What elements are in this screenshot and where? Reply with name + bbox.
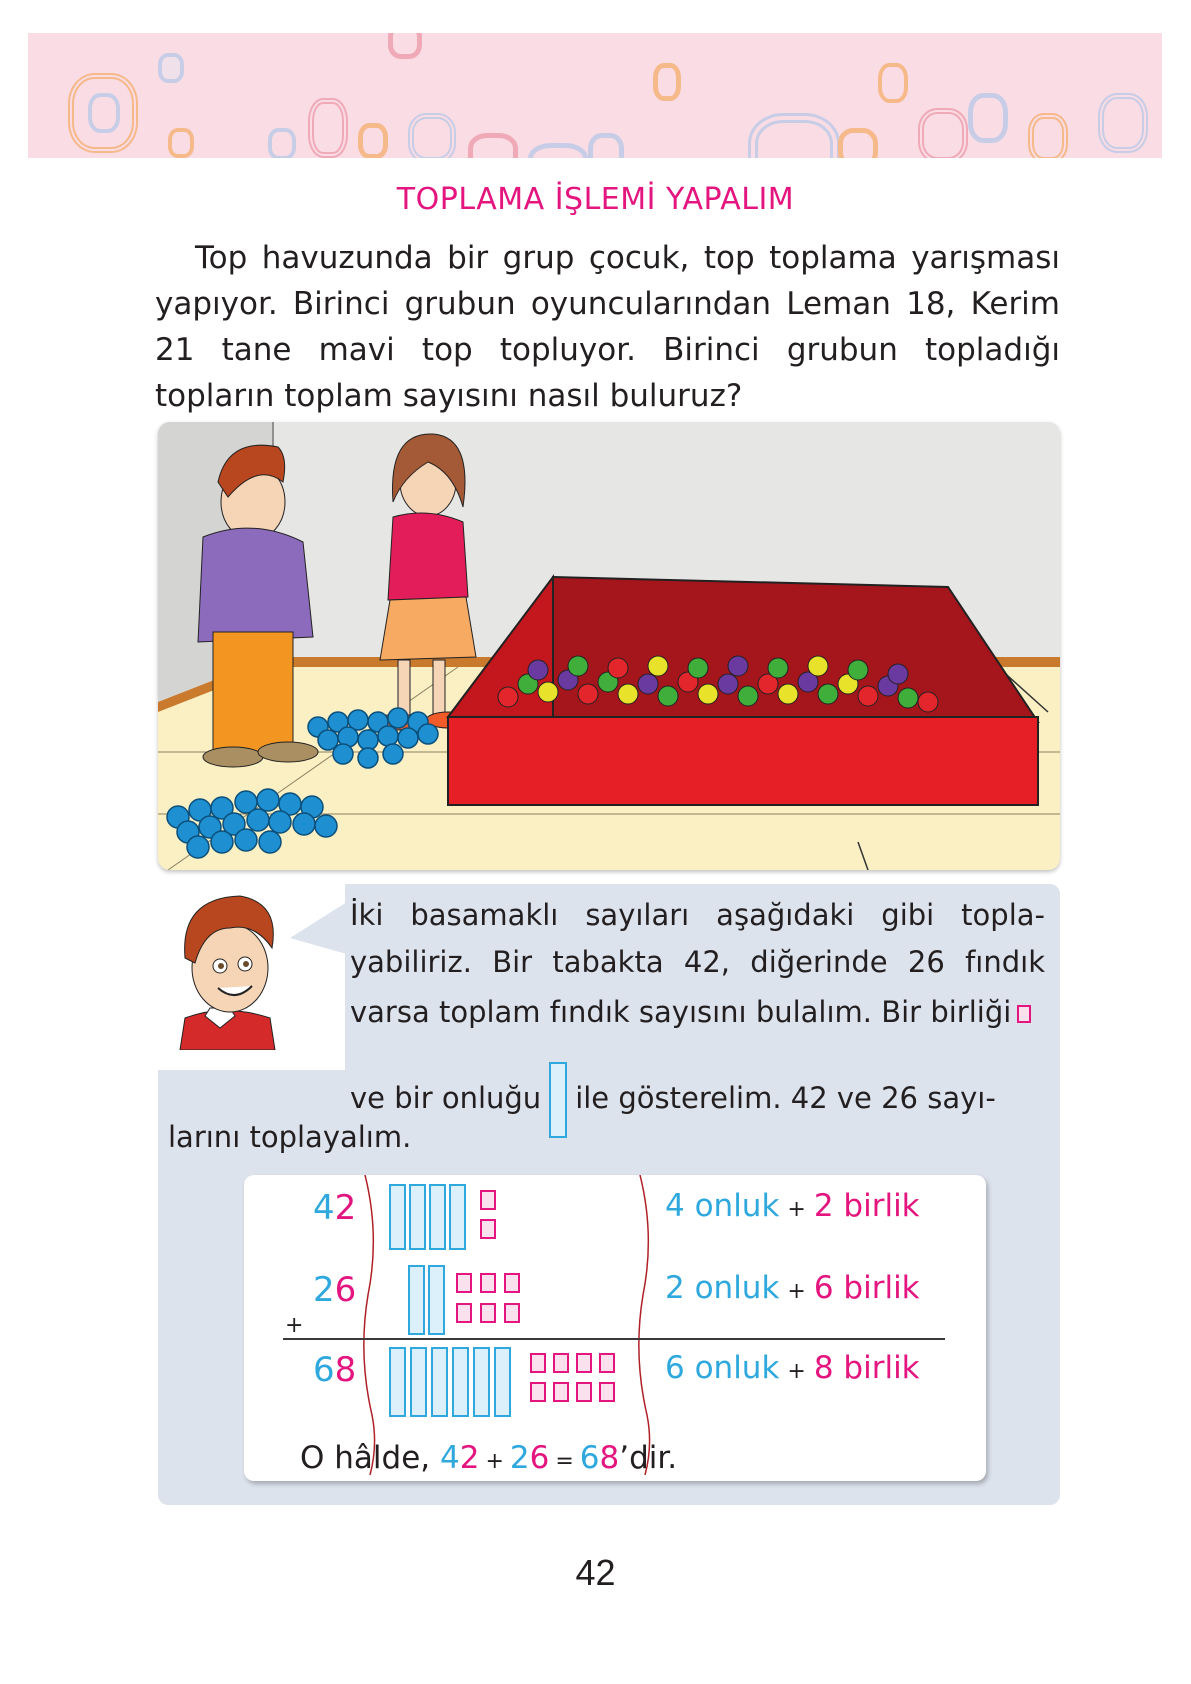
- boy-portrait: [160, 888, 290, 1050]
- ten-rod: [429, 1184, 446, 1250]
- unit-block: [480, 1303, 496, 1323]
- callout-line-3: [350, 995, 1045, 1029]
- ten-rod: [389, 1184, 406, 1250]
- unit-block: [553, 1353, 569, 1373]
- unit-block-icon: [1017, 1005, 1031, 1023]
- unit-block: [599, 1382, 615, 1402]
- row-2-description: 2 onluk + 6 birlik: [665, 1270, 920, 1306]
- conclusion-equation: O hâlde, 42 + 26 = 68’dir.: [300, 1440, 678, 1476]
- right-separator-line: [635, 1175, 665, 1475]
- addend-2: 26: [313, 1270, 357, 1310]
- unit-block: [576, 1353, 592, 1373]
- ten-rod-icon: [549, 1062, 567, 1138]
- callout-line-3-text: varsa toplam fındık sayısını bulalım. Bir birliği: [350, 995, 1012, 1029]
- unit-block: [456, 1303, 472, 1323]
- callout-line-4a: ve bir onluğu: [350, 1081, 542, 1115]
- unit-block: [504, 1273, 520, 1293]
- ten-rod: [452, 1347, 469, 1417]
- intro-paragraph: [155, 235, 1060, 419]
- callout-line-4: [350, 1062, 1045, 1138]
- unit-block: [480, 1190, 496, 1210]
- page-number: 42: [575, 1552, 616, 1593]
- ten-rod: [494, 1347, 511, 1417]
- ten-rod: [449, 1184, 466, 1250]
- unit-block: [480, 1219, 496, 1239]
- callout-line-1: İki basamaklı sayıları aşağıdaki gibi topla-: [350, 898, 1045, 932]
- intro-text: Top havuzunda bir grup çocuk, top toplama yarışması yapıyor. Birinci grubun oyuncularından Leman 18, Kerim 21 tane mavi top topluyor. Birinci grubun topladığı topların toplam sayısını nasıl buluruz?: [155, 240, 1060, 414]
- left-separator-line: [360, 1175, 390, 1475]
- ten-rod: [428, 1265, 445, 1335]
- sum-line: [283, 1338, 945, 1340]
- unit-block: [456, 1273, 472, 1293]
- ten-rod: [473, 1347, 490, 1417]
- ten-rod: [410, 1347, 427, 1417]
- ten-rod: [409, 1184, 426, 1250]
- row-1-description: 4 onluk + 2 birlik: [665, 1188, 920, 1224]
- plus-sign: +: [285, 1313, 304, 1338]
- unit-block: [480, 1273, 496, 1293]
- callout-line-4b: ile gösterelim. 42 ve 26 sayı-: [575, 1081, 996, 1115]
- page-title: TOPLAMA İŞLEMİ YAPALIM: [396, 182, 795, 217]
- speech-bubble-tail: [290, 900, 350, 970]
- row-3-description: 6 onluk + 8 birlik: [665, 1350, 920, 1386]
- callout-line-2: yabiliriz. Bir tabakta 42, diğerinde 26 fındık: [350, 945, 1045, 979]
- decorative-banner: [28, 33, 1162, 158]
- ten-rod: [389, 1347, 406, 1417]
- unit-block: [599, 1353, 615, 1373]
- ten-rod: [408, 1265, 425, 1335]
- unit-block: [576, 1382, 592, 1402]
- ten-rod: [431, 1347, 448, 1417]
- unit-block: [504, 1303, 520, 1323]
- callout-line-5: larını toplayalım.: [168, 1120, 412, 1154]
- unit-block: [530, 1382, 546, 1402]
- addend-1: 42: [313, 1188, 357, 1228]
- sum-result: 68: [313, 1350, 357, 1390]
- unit-block: [530, 1353, 546, 1373]
- unit-block: [553, 1382, 569, 1402]
- ball-pit-illustration: [158, 422, 1060, 870]
